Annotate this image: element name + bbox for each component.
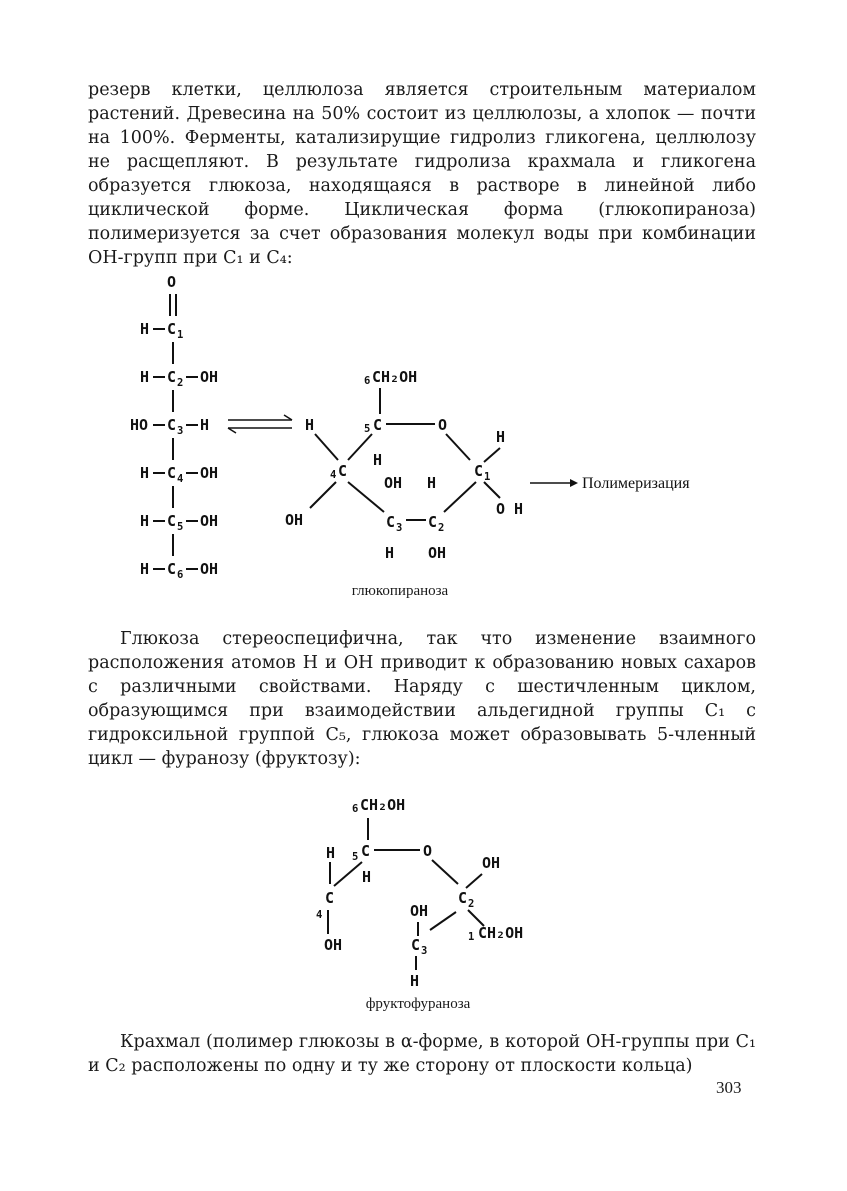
figure-fructofuranose [0, 790, 847, 1010]
svg-text:CH₂OH: CH₂OH [478, 924, 524, 942]
svg-text:4: 4 [330, 469, 337, 481]
chain-row-5 [140, 512, 218, 533]
caption-glucopyranose: глюкопираноза [351, 583, 449, 599]
svg-text:H: H [140, 560, 150, 578]
svg-text:OH: OH [428, 544, 447, 562]
chain-row-6 [140, 560, 218, 581]
svg-text:C: C [167, 512, 177, 530]
svg-text:2: 2 [438, 522, 445, 534]
svg-text:OH: OH [200, 560, 219, 578]
svg-text:H: H [140, 464, 150, 482]
svg-text:4: 4 [177, 473, 184, 485]
svg-text:H: H [200, 416, 210, 434]
chain-top-o: O [167, 273, 177, 291]
chain-row-4 [140, 464, 218, 485]
svg-text:6: 6 [177, 569, 184, 581]
svg-text:3: 3 [396, 522, 403, 534]
svg-text:OH: OH [410, 902, 429, 920]
polymerization-label: Полимеризация [582, 475, 690, 492]
svg-text:C: C [373, 416, 383, 434]
polymerization-arrow-icon [530, 479, 578, 487]
paragraph-intro: резерв клетки, целлюлоза является строительным материалом растений. Древесина на 50% состоит из целлюлозы, а хлопок — почти на 100%. Ферменты, катализирущие гидролиз гликогена, целлюлозу не расщепляют. В результате гидролиза крахмала и гликогена образуется глюкоза, находящаяся в растворе в линейной либо циклической форме. Циклическая форма (глюкопираноза) полимеризуется за счет образования молекул воды при комбинации OH-групп при C₁ и C₄: [88, 80, 756, 268]
svg-text:5: 5 [364, 423, 371, 435]
svg-text:3: 3 [177, 425, 184, 437]
svg-text:C: C [338, 462, 348, 480]
svg-text:C: C [458, 889, 468, 907]
svg-text:H: H [140, 512, 150, 530]
svg-text:C: C [167, 464, 177, 482]
chain-row-2 [140, 368, 218, 389]
svg-text:H: H [140, 320, 150, 338]
svg-text:H: H [373, 451, 383, 469]
svg-text:C: C [167, 560, 177, 578]
svg-text:C: C [361, 842, 371, 860]
svg-text:OH: OH [324, 936, 343, 954]
svg-text:3: 3 [421, 945, 428, 957]
chain-row-1 [140, 320, 183, 341]
figure-glucopyranose [0, 262, 847, 602]
svg-text:O: O [423, 842, 433, 860]
svg-text:OH: OH [384, 474, 403, 492]
svg-text:C: C [167, 320, 177, 338]
svg-text:H: H [362, 868, 372, 886]
svg-text:6: 6 [364, 375, 371, 387]
svg-text:O: O [438, 416, 448, 434]
svg-text:H: H [385, 544, 395, 562]
svg-text:OH: OH [200, 368, 219, 386]
svg-text:CH₂OH: CH₂OH [360, 796, 406, 814]
svg-text:C: C [167, 368, 177, 386]
equilibrium-arrow-icon [228, 415, 292, 433]
svg-text:H: H [305, 416, 315, 434]
svg-text:4: 4 [316, 909, 323, 921]
svg-text:HO: HO [130, 416, 149, 434]
svg-text:H: H [410, 972, 420, 990]
pyranose-ring [285, 368, 523, 562]
svg-text:C: C [167, 416, 177, 434]
svg-text:OH: OH [482, 854, 501, 872]
paragraph-starch: Крахмал (полимер глюкозы в α-форме, в которой OH-группы при C₁ и C₂ расположены по одну и ту же сторону от плоскости кольца) [88, 1032, 756, 1076]
svg-text:C: C [386, 513, 396, 531]
svg-text:2: 2 [177, 377, 184, 389]
svg-text:5: 5 [352, 851, 359, 863]
svg-text:C: C [411, 936, 421, 954]
svg-text:1: 1 [468, 931, 475, 943]
svg-text:C: C [474, 462, 484, 480]
page-number: 303 [716, 1078, 742, 1097]
chain-row-3 [130, 416, 209, 437]
svg-text:C: C [325, 889, 335, 907]
svg-text:OH: OH [285, 511, 304, 529]
svg-text:OH: OH [200, 464, 219, 482]
svg-text:1: 1 [177, 329, 184, 341]
svg-text:O H: O H [496, 500, 524, 518]
svg-text:H: H [427, 474, 437, 492]
svg-text:5: 5 [177, 521, 184, 533]
svg-text:2: 2 [468, 898, 475, 910]
svg-text:H: H [140, 368, 150, 386]
paragraph-stereospecific: Глюкоза стереоспецифична, так что изменение взаимного расположения атомов H и OH приводит к образованию новых сахаров с различными свойствами. Наряду с шестичленным циклом, образующимся при взаимодействии альдегидной группы C₁ с гидроксильной группой C₅, глюкоза может образовывать 5-членный цикл — фуранозу (фруктозу): [88, 629, 756, 769]
svg-text:CH₂OH: CH₂OH [372, 368, 418, 386]
svg-text:H: H [496, 428, 506, 446]
svg-text:C: C [428, 513, 438, 531]
caption-fructofuranose: фруктофураноза [365, 996, 471, 1012]
svg-text:H: H [326, 844, 336, 862]
svg-text:6: 6 [352, 803, 359, 815]
svg-text:1: 1 [484, 471, 491, 483]
svg-text:OH: OH [200, 512, 219, 530]
